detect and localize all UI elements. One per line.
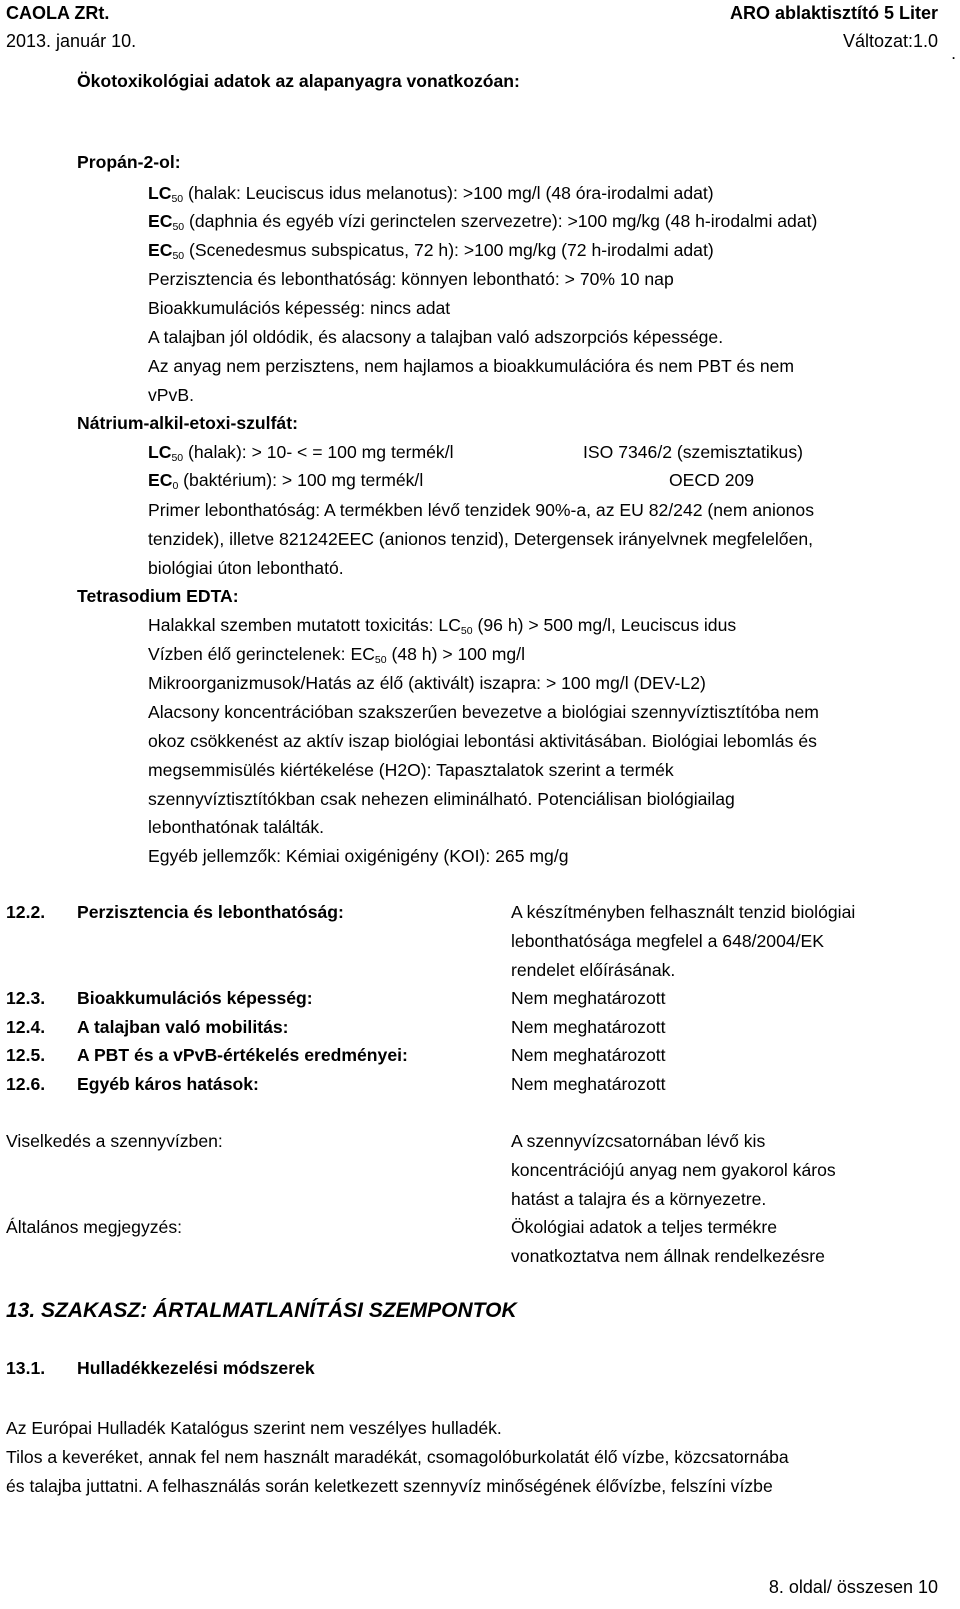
document-date: 2013. január 10. — [6, 31, 137, 51]
section-13-para1: Az Európai Hulladék Katalógus szerint nem veszélyes hulladék. — [6, 1418, 502, 1438]
propan-ec50-daphnia: $EC_{50}$ (daphnia és egyéb vízi gerinctelen szervezetre): >100 mg/kg (48 h-irodalmi adat) — [148, 211, 818, 233]
propan-bioaccumulation: Bioakkumulációs képesség: nincs adat — [148, 298, 451, 318]
row-12-6-value: Nem meghatározott — [511, 1074, 666, 1094]
behavior-value-line2: koncentrációjú anyag nem gyakorol káros — [511, 1160, 836, 1180]
row-12-5-label: A PBT és a vPvB-értékelés eredményei: — [77, 1045, 408, 1065]
propan-soil: A talajban jól oldódik, és alacsony a talajban való adszorpciós képessége. — [148, 327, 724, 347]
tetra-invertebrates: Vízben élő gerinctelenek: $EC_{50}$ (48 h) > 100 mg/l — [148, 644, 525, 666]
tetra-microorganisms: Mikroorganizmusok/Hatás az élő (aktivált) iszapra: > 100 mg/l (DEV-L2) — [148, 673, 706, 693]
row-12-2-value-line3: rendelet előírásának. — [511, 960, 676, 980]
row-12-3-number: 12.3. — [6, 988, 46, 1008]
row-12-2-value-line1: A készítményben felhasznált tenzid biológiai — [511, 902, 856, 922]
tetra-para-line2: okoz csökkenést az aktív iszap biológiai lebontási aktivitásában. Biológiai lebomlás és — [148, 731, 817, 751]
section-13-para3: és talajba juttatni. A felhasználás során keletkezett szennyvíz minőségének élővízbe, felszíni vízbe — [6, 1476, 773, 1496]
propan-pbt-line1: Az anyag nem perzisztens, nem hajlamos a bioakkumulációra és nem PBT és nem — [148, 356, 795, 376]
row-12-2-number: 12.2. — [6, 902, 46, 922]
row-12-5-value: Nem meghatározott — [511, 1045, 666, 1065]
tetra-cod: Egyéb jellemzők: Kémiai oxigénigény (KOI): 265 mg/g — [148, 846, 569, 866]
tetra-para-line4: szennyvíztisztítókban csak nehezen eliminálható. Potenciálisan biológiailag — [148, 789, 735, 809]
tetra-para-line1: Alacsony koncentrációban szakszerűen bevezetve a biológiai szennyvíztisztítóba nem — [148, 702, 819, 722]
natrium-primer-line2: tenzidek), illetve 821242EEC (anionos tenzid), Detergensek irányelvnek megfelelően, — [148, 529, 814, 549]
natrium-primer-line1: Primer lebonthatóság: A termékben lévő tenzidek 90%-a, az EU 82/242 (nem anionos — [148, 500, 815, 520]
tetra-para-line3: megsemmisülés kiértékelése (H2O): Tapasztalatok szerint a termék — [148, 760, 674, 780]
natrium-primer-line3: biológiai úton lebontható. — [148, 558, 344, 578]
natrium-ec0: $EC_0$ (baktérium): > 100 mg termék/l — [148, 470, 424, 492]
propan-persistence: Perzisztencia és lebonthatóság: könnyen lebontható: > 70% 10 nap — [148, 269, 674, 289]
header-dot: . — [951, 43, 956, 63]
company-name: CAOLA ZRt. — [6, 3, 110, 23]
page-number: 8. oldal/ összesen 10 — [768, 1577, 938, 1597]
row-12-4-label: A talajban való mobilitás: — [77, 1017, 289, 1037]
row-12-3-value: Nem meghatározott — [511, 988, 666, 1008]
eco-title: Ökotoxikológiai adatok az alapanyagra vonatkozóan: — [77, 71, 520, 91]
tetra-title: Tetrasodium EDTA: — [77, 586, 239, 606]
document-version: Változat:1.0 — [842, 31, 938, 51]
behavior-label: Viselkedés a szennyvízben: — [6, 1131, 223, 1151]
general-label: Általános megjegyzés: — [6, 1217, 183, 1237]
product-name: ARO ablaktisztító 5 Liter — [729, 3, 938, 23]
row-12-6-label: Egyéb káros hatások: — [77, 1074, 259, 1094]
row-12-4-value: Nem meghatározott — [511, 1017, 666, 1037]
general-value-line1: Ökológiai adatok a teljes termékre — [511, 1217, 777, 1237]
natrium-title: Nátrium-alkil-etoxi-szulfát: — [77, 413, 298, 433]
section-13-title: 13. SZAKASZ: ÁRTALMATLANÍTÁSI SZEMPONTOK — [6, 1299, 517, 1322]
general-value-line2: vonatkoztatva nem állnak rendelkezésre — [511, 1246, 825, 1266]
propan-ec50-scenedesmus: $EC_{50}$ (Scenedesmus subspicatus, 72 h): >100 mg/kg (72 h-irodalmi adat) — [148, 240, 714, 262]
propan-lc50: $LC_{50}$ (halak: Leuciscus idus melanotus): >100 mg/l (48 óra-irodalmi adat) — [148, 183, 714, 205]
section-13-para2: Tilos a keveréket, annak fel nem használt maradékát, csomagolóburkolatát élő vízbe, közcsatornába — [6, 1447, 789, 1467]
natrium-ec0-ref: OECD 209 — [669, 470, 755, 490]
row-12-4-number: 12.4. — [6, 1017, 46, 1037]
behavior-value-line3: hatást a talajra és a környezetre. — [511, 1189, 767, 1209]
natrium-lc50-ref: ISO 7346/2 (szemisztatikus) — [583, 442, 803, 462]
row-12-2-label: Perzisztencia és lebonthatóság: — [77, 902, 344, 922]
row-12-2-value-line2: lebonthatósága megfelel a 648/2004/EK — [511, 931, 825, 951]
natrium-lc50: $LC_{50}$ (halak): > 10- < = 100 mg termék/l — [148, 442, 454, 464]
section-13-1-title: Hulladékkezelési módszerek — [77, 1358, 315, 1378]
row-12-3-label: Bioakkumulációs képesség: — [77, 988, 313, 1008]
tetra-para-line5: lebonthatónak találták. — [148, 817, 325, 837]
behavior-value-line1: A szennyvízcsatornában lévő kis — [511, 1131, 766, 1151]
section-13-1-number: 13.1. — [6, 1358, 46, 1378]
tetra-fish-toxicity: Halakkal szemben mutatott toxicitás: $LC_{50}$ (96 h) > 500 mg/l, Leuciscus idus — [148, 615, 737, 637]
row-12-5-number: 12.5. — [6, 1045, 46, 1065]
row-12-6-number: 12.6. — [6, 1074, 46, 1094]
propan-title: Propán-2-ol: — [77, 152, 181, 172]
propan-pbt-line2: vPvB. — [148, 385, 194, 405]
